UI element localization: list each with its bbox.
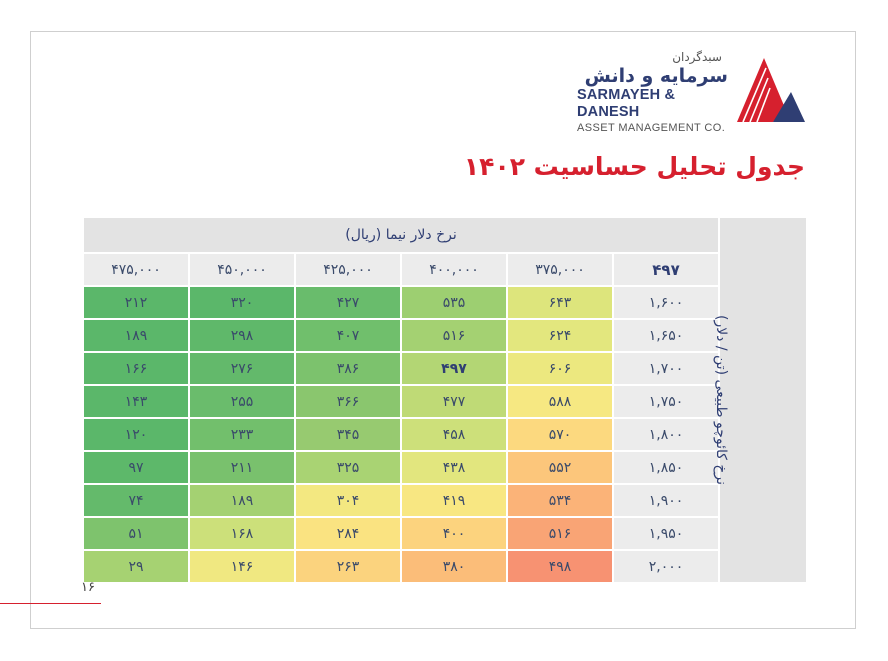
footer-line [0,603,101,604]
table-row [83,286,806,319]
value-cell: ۷۴ [83,484,189,517]
corner-value-cell: ۴۹۷ [613,253,719,286]
value-cell: ۲۷۶ [189,352,295,385]
value-cell: ۵۸۸ [507,385,613,418]
logo-name-fa: سرمایه و دانش [584,65,728,87]
side-header-label: نرخ کائوچو طبیعی (تن / دلار) [712,314,729,486]
value-cell: ۴۱۹ [401,484,507,517]
page-title: جدول تحلیل حساسیت ۱۴۰۲ [463,152,805,181]
value-cell: ۹۷ [83,451,189,484]
value-cell: ۲۱۱ [189,451,295,484]
value-cell: ۲۸۴ [295,517,401,550]
value-cell: ۱۶۸ [189,517,295,550]
value-cell: ۶۲۴ [507,319,613,352]
value-cell: ۵۷۰ [507,418,613,451]
value-cell: ۳۸۶ [295,352,401,385]
table-row [83,550,806,583]
value-cell: ۱۴۶ [189,550,295,583]
value-cell: ۴۵۸ [401,418,507,451]
value-cell: ۵۱۶ [507,517,613,550]
value-cell: ۴۳۸ [401,451,507,484]
column-header-cell: ۴۷۵,۰۰۰ [83,253,189,286]
row-header-cell: ۱,۹۰۰ [613,484,719,517]
value-cell: ۵۳۴ [507,484,613,517]
value-cell: ۵۱۶ [401,319,507,352]
value-cell: ۶۰۶ [507,352,613,385]
table-row [83,484,806,517]
value-cell: ۱۸۹ [83,319,189,352]
value-cell: ۴۲۷ [295,286,401,319]
column-header-cell: ۴۰۰,۰۰۰ [401,253,507,286]
column-header-cell: ۴۵۰,۰۰۰ [189,253,295,286]
table-row [83,517,806,550]
sensitivity-table [82,216,806,584]
column-header-row [83,253,806,286]
column-header-cell: ۴۲۵,۰۰۰ [295,253,401,286]
value-cell: ۴۷۷ [401,385,507,418]
row-header-cell: ۱,۶۰۰ [613,286,719,319]
value-cell: ۳۲۵ [295,451,401,484]
table-row [83,451,806,484]
value-cell: ۴۹۷ [401,352,507,385]
row-header-cell: ۱,۶۵۰ [613,319,719,352]
value-cell: ۴۹۸ [507,550,613,583]
table-row [83,352,806,385]
row-header-cell: ۱,۸۵۰ [613,451,719,484]
value-cell: ۴۰۰ [401,517,507,550]
value-cell: ۲۱۲ [83,286,189,319]
value-cell: ۲۳۳ [189,418,295,451]
side-header-cell [712,217,806,583]
table-row [83,418,806,451]
value-cell: ۲۵۵ [189,385,295,418]
value-cell: ۱۴۳ [83,385,189,418]
logo-name-en: SARMAYEH & DANESH [577,87,676,120]
value-cell: ۲۹۸ [189,319,295,352]
value-cell: ۱۸۹ [189,484,295,517]
column-header-cell: ۳۷۵,۰۰۰ [507,253,613,286]
value-cell: ۲۹ [83,550,189,583]
row-header-cell: ۱,۹۵۰ [613,517,719,550]
row-header-cell: ۱,۸۰۰ [613,418,719,451]
table-row [83,319,806,352]
logo-subtitle-fa: سبدگردان [672,50,722,64]
row-header-cell: ۱,۷۰۰ [613,352,719,385]
page-number: ۱۶ [81,580,95,595]
value-cell: ۵۳۵ [401,286,507,319]
top-header-cell: نرخ دلار نیما (ریال) [83,217,719,253]
value-cell: ۴۰۷ [295,319,401,352]
company-logo-text [560,50,728,135]
table-top-header-row [83,217,806,253]
value-cell: ۳۲۰ [189,286,295,319]
value-cell: ۱۶۶ [83,352,189,385]
value-cell: ۳۰۴ [295,484,401,517]
value-cell: ۲۶۳ [295,550,401,583]
value-cell: ۵۱ [83,517,189,550]
value-cell: ۵۵۲ [507,451,613,484]
value-cell: ۳۸۰ [401,550,507,583]
value-cell: ۶۴۳ [507,286,613,319]
value-cell: ۳۴۵ [295,418,401,451]
value-cell: ۳۶۶ [295,385,401,418]
row-header-cell: ۱,۷۵۰ [613,385,719,418]
company-logo-icon [735,56,807,124]
row-header-cell: ۲,۰۰۰ [613,550,719,583]
logo-subtitle-en: ASSET MANAGEMENT CO. [577,122,726,134]
value-cell: ۱۲۰ [83,418,189,451]
